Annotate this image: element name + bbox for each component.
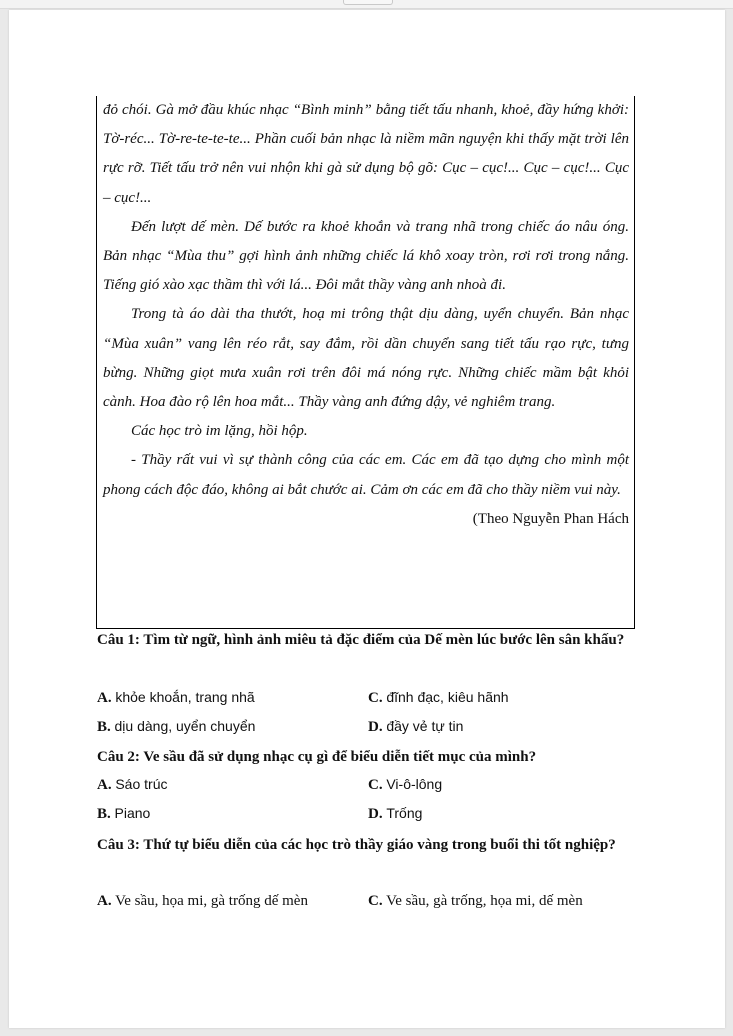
question-3-option-a: A. Ve sầu, họa mi, gà trống dế mèn bbox=[97, 893, 308, 909]
question-2-option-c: C. Vi-ô-lông bbox=[368, 776, 443, 793]
passage-paragraph-5: - Thầy rất vui vì sự thành công của các em. Các em đã tạo dựng cho mình một phong cách độc đáo, không ai bắt chước ai. Cảm ơn các em đã cho thầy niềm vui này. bbox=[103, 452, 629, 498]
question-2-option-d: D. Trống bbox=[368, 805, 423, 822]
passage-paragraph-4: Các học trò im lặng, hồi hộp. bbox=[131, 423, 308, 440]
drag-handle[interactable] bbox=[343, 0, 393, 5]
question-2-title: Câu 2: Ve sầu đã sử dụng nhạc cụ gì để biểu diễn tiết mục của mình? bbox=[97, 749, 537, 765]
viewer-top-bar bbox=[0, 0, 733, 9]
passage-source: (Theo Nguyễn Phan Hách bbox=[472, 510, 629, 527]
reading-passage-box bbox=[96, 96, 635, 629]
question-1-option-d: D. đầy vẻ tự tin bbox=[368, 718, 464, 735]
question-1-option-c: C. đĩnh đạc, kiêu hãnh bbox=[368, 689, 509, 706]
passage-paragraph-3: Trong tà áo dài tha thướt, hoạ mi trông thật dịu dàng, uyển chuyển. Bản nhạc “Mùa xuân” vang lên réo rắt, say đắm, rồi dần chuyển sang tiết tấu rạo rực, tưng bừng. Những giọt mưa xuân rơi trên đôi má nóng rực. Những chiếc mầm bật khỏi cành. Hoa đào rộ lên hoa mắt... Thầy vàng anh đứng dậy, vẻ nghiêm trang. bbox=[103, 306, 629, 411]
question-2-option-a: A. Sáo trúc bbox=[97, 776, 168, 793]
question-1-option-a: A. khỏe khoắn, trang nhã bbox=[97, 689, 255, 706]
question-1-title: Câu 1: Tìm từ ngữ, hình ảnh miêu tả đặc điểm của Dế mèn lúc bước lên sân khấu? bbox=[97, 632, 625, 648]
question-3-title: Câu 3: Thứ tự biểu diễn của các học trò thầy giáo vàng trong buổi thi tốt nghiệp? bbox=[97, 837, 616, 853]
passage-paragraph-2: Đến lượt dế mèn. Dế bước ra khoẻ khoắn và trang nhã trong chiếc áo nâu óng. Bản nhạc “Mùa thu” gợi hình ảnh những chiếc lá khô xoay tròn, rơi rơi trong nắng. Tiếng gió xào xạc thầm thì với lá... Đôi mắt thầy vàng anh nhoà đi. bbox=[103, 218, 629, 294]
question-1-option-b: B. dịu dàng, uyển chuyển bbox=[97, 718, 256, 735]
passage-paragraph-1: đỏ chói. Gà mở đầu khúc nhạc “Bình minh” bằng tiết tấu nhanh, khoẻ, đầy hứng khởi: Tờ-réc... Tờ-re-te-te-te... Phần cuối bản nhạc là niềm mãn nguyện khi thấy mặt trời lên rực rỡ. Tiết tấu trở nên vui nhộn khi gà sử dụng bộ gõ: Cục – cục!... Cục – cục!... Cục – cục!... bbox=[103, 102, 629, 206]
question-2-option-b: B. Piano bbox=[97, 805, 151, 822]
question-3-option-c: C. Ve sầu, gà trống, họa mi, dế mèn bbox=[368, 893, 583, 909]
document-page bbox=[9, 10, 725, 1028]
